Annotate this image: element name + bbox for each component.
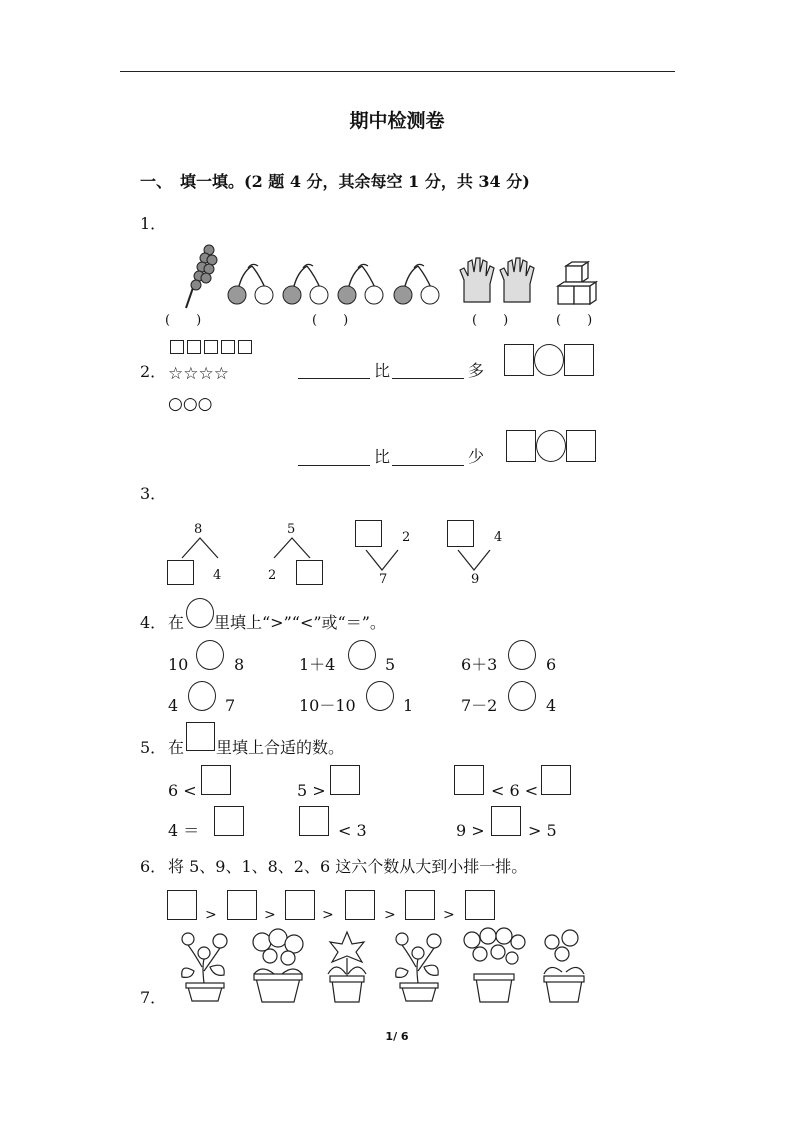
answer-circle[interactable] xyxy=(196,640,224,670)
cherry-icon xyxy=(226,262,276,307)
tree-total-number: 9 xyxy=(471,572,480,587)
compare-left: 10－10 xyxy=(299,696,356,715)
answer-box[interactable] xyxy=(299,806,329,836)
q7-number: 7． xyxy=(140,988,167,1007)
answer-box[interactable] xyxy=(330,765,360,795)
section-header: 一、 填一填。(2 题 4 分，其余每空 1 分，共 34 分) xyxy=(140,172,530,191)
square-shape xyxy=(238,340,252,354)
compare-word: 比 xyxy=(374,361,391,380)
answer-box[interactable] xyxy=(355,520,382,547)
answer-box[interactable] xyxy=(564,344,594,376)
answer-paren[interactable]: ( ) xyxy=(556,313,593,328)
tree-part-number: 2 xyxy=(268,568,277,583)
tree-top-number: 8 xyxy=(194,522,203,537)
square-shape xyxy=(204,340,218,354)
answer-box[interactable] xyxy=(201,765,231,795)
squares-row xyxy=(170,338,255,354)
compare-word: 比 xyxy=(374,447,391,466)
candied-hawthorn-icon xyxy=(176,238,226,310)
answer-circle[interactable] xyxy=(348,640,376,670)
tree-part-number: 4 xyxy=(494,530,503,545)
inequality-text: < 6 < xyxy=(491,781,539,800)
q4-text-pre: 在 xyxy=(168,613,185,632)
flower-pot-icon xyxy=(322,928,372,1004)
compare-right: 7 xyxy=(225,696,236,715)
answer-blank[interactable] xyxy=(298,465,370,466)
answer-box[interactable] xyxy=(541,765,571,795)
answer-box[interactable] xyxy=(285,890,315,920)
answer-circle[interactable] xyxy=(508,640,536,670)
answer-circle[interactable] xyxy=(536,430,566,462)
q4-number: 4． xyxy=(140,613,167,632)
answer-paren[interactable]: ( ) xyxy=(472,313,509,328)
answer-box[interactable] xyxy=(405,890,435,920)
stars-row: ☆☆☆☆ xyxy=(168,364,229,384)
split-lines xyxy=(180,536,220,560)
compare-left: 7－2 xyxy=(461,696,498,715)
answer-box[interactable] xyxy=(465,890,495,920)
gloves-icon xyxy=(458,254,542,306)
compare-right: 1 xyxy=(403,696,414,715)
greater-sign: > xyxy=(322,907,334,923)
answer-box[interactable] xyxy=(447,520,474,547)
q4-text-post: 里填上“>”“<”或“＝”。 xyxy=(214,613,386,632)
square-shape xyxy=(187,340,201,354)
split-lines xyxy=(272,536,312,560)
square-symbol xyxy=(186,722,215,751)
answer-box[interactable] xyxy=(345,890,375,920)
inequality-text: 5 > xyxy=(297,781,326,800)
compare-word: 多 xyxy=(468,361,485,380)
compare-word: 少 xyxy=(468,447,485,466)
cherry-icon xyxy=(281,262,331,307)
compare-left: 1＋4 xyxy=(299,655,336,674)
join-lines xyxy=(456,548,492,572)
circles-row: ○○○ xyxy=(168,394,213,414)
page-number: 1/ 6 xyxy=(385,1030,409,1043)
compare-right: 6 xyxy=(546,655,557,674)
compare-right: 8 xyxy=(234,655,245,674)
answer-box[interactable] xyxy=(214,806,244,836)
greater-sign: > xyxy=(443,907,455,923)
answer-box[interactable] xyxy=(504,344,534,376)
answer-box[interactable] xyxy=(296,560,323,585)
compare-right: 5 xyxy=(385,655,396,674)
answer-circle[interactable] xyxy=(534,344,564,376)
inequality-text: 6 < xyxy=(168,781,197,800)
page-title: 期中检测卷 xyxy=(349,110,445,132)
tree-part-number: 4 xyxy=(213,568,222,583)
q5-text-pre: 在 xyxy=(168,738,185,757)
flower-pot-icon xyxy=(536,928,592,1004)
answer-circle[interactable] xyxy=(508,681,536,711)
compare-left: 6＋3 xyxy=(461,655,498,674)
inequality-text: > 5 xyxy=(528,821,557,840)
greater-sign: > xyxy=(264,907,276,923)
tree-total-number: 7 xyxy=(379,572,388,587)
tree-top-number: 5 xyxy=(287,522,296,537)
inequality-text: 9 > xyxy=(456,821,485,840)
compare-left: 4 xyxy=(168,696,179,715)
answer-paren[interactable]: ( ) xyxy=(165,313,202,328)
greater-sign: > xyxy=(384,907,396,923)
answer-box[interactable] xyxy=(454,765,484,795)
inequality-text: < 3 xyxy=(338,821,367,840)
circle-symbol xyxy=(186,598,214,628)
inequality-text: 4 ＝ xyxy=(168,821,200,840)
q5-number: 5． xyxy=(140,738,167,757)
cherry-icon xyxy=(392,262,442,307)
q2-number: 2． xyxy=(140,362,167,381)
q6-text: 将 5、9、1、8、2、6 这六个数从大到小排一排。 xyxy=(168,857,528,876)
flower-pot-icon xyxy=(174,927,236,1003)
answer-box[interactable] xyxy=(506,430,536,462)
compare-left: 10 xyxy=(168,655,189,674)
answer-circle[interactable] xyxy=(366,681,394,711)
answer-blank[interactable] xyxy=(392,465,464,466)
answer-box[interactable] xyxy=(566,430,596,462)
q5-text-post: 里填上合适的数。 xyxy=(216,738,345,757)
q1-number: 1． xyxy=(140,214,167,233)
q3-number: 3． xyxy=(140,484,167,503)
greater-sign: > xyxy=(205,907,217,923)
answer-box[interactable] xyxy=(167,890,197,920)
square-shape xyxy=(170,340,184,354)
header-rule xyxy=(120,71,675,72)
answer-blank[interactable] xyxy=(392,378,464,379)
square-shape xyxy=(221,340,235,354)
compare-right: 4 xyxy=(546,696,557,715)
cubes-icon xyxy=(556,262,608,308)
tree-part-number: 2 xyxy=(402,530,411,545)
flower-pot-icon xyxy=(462,926,526,1004)
join-lines xyxy=(364,548,400,572)
answer-circle[interactable] xyxy=(188,681,216,711)
flower-pot-icon xyxy=(248,928,308,1004)
answer-box[interactable] xyxy=(227,890,257,920)
answer-box[interactable] xyxy=(167,560,194,585)
answer-blank[interactable] xyxy=(298,378,370,379)
answer-box[interactable] xyxy=(491,806,521,836)
q6-number: 6． xyxy=(140,857,167,876)
flower-pot-icon xyxy=(388,927,450,1003)
answer-paren[interactable]: ( ) xyxy=(312,313,349,328)
cherry-icon xyxy=(336,262,386,307)
